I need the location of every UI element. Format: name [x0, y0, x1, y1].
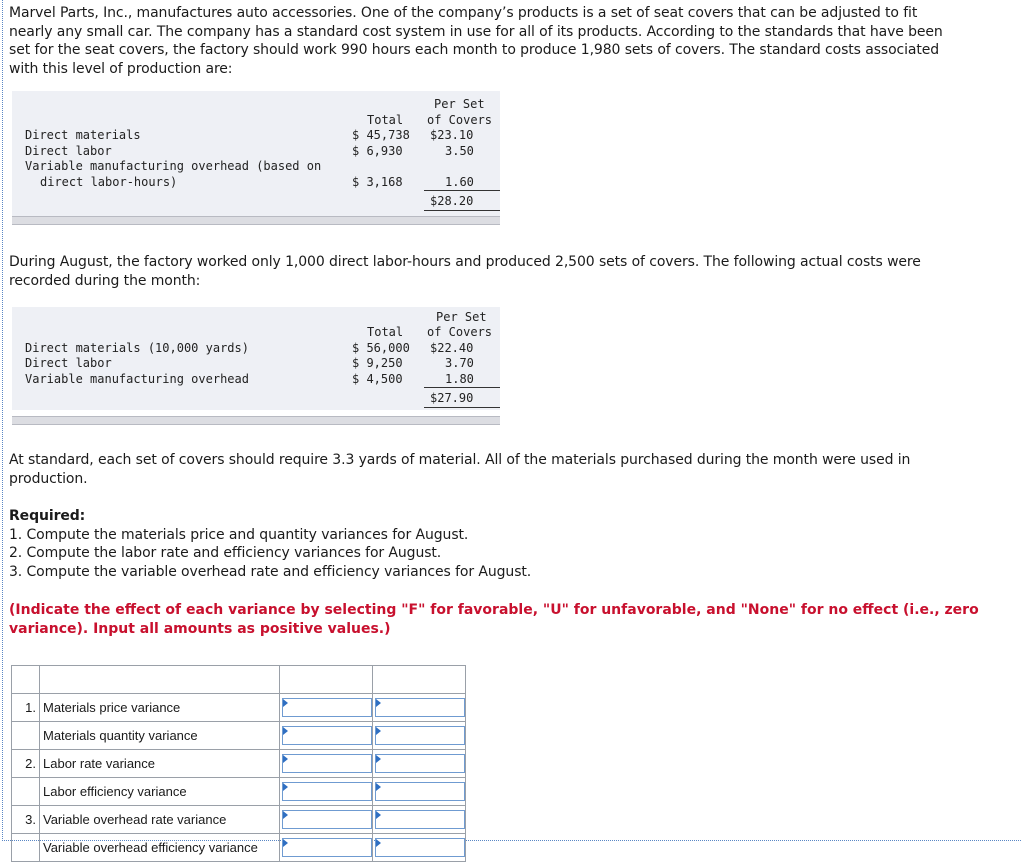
dropdown-marker-icon [376, 727, 381, 735]
dropdown-marker-icon [376, 755, 381, 763]
amount-input[interactable] [282, 726, 372, 745]
header-total: Total [367, 113, 404, 127]
dropdown-marker-icon [283, 783, 288, 791]
row-label: Direct labor [25, 144, 112, 158]
amount-input[interactable] [282, 698, 372, 717]
note-line: production. [9, 470, 88, 487]
row-label: Materials price variance [40, 694, 280, 722]
total-underline [424, 407, 500, 408]
dropdown-marker-icon [283, 811, 288, 819]
answer-table [11, 665, 466, 862]
per-set-total: $27.90 [430, 391, 474, 405]
row-label: Materials quantity variance [40, 722, 280, 750]
row-label: Variable overhead efficiency variance [40, 834, 280, 862]
row-label: Labor rate variance [40, 750, 280, 778]
dropdown-marker-icon [376, 811, 381, 819]
dropdown-marker-icon [283, 699, 288, 707]
answer-row [12, 834, 466, 862]
august-line: During August, the factory worked only 1,000 direct labor-hours and produced 2,500 sets of covers. The following actual costs were [9, 254, 921, 270]
row-per: $23.10 [430, 128, 474, 142]
table-footer-bar [12, 216, 500, 225]
actual-cost-table [12, 307, 500, 410]
required-item: 3. Compute the variable overhead rate and efficiency variances for August. [9, 563, 532, 580]
amount-input[interactable] [282, 754, 372, 773]
row-total: $ 56,000 [352, 341, 410, 355]
header-total: Total [367, 325, 404, 339]
header-cell [373, 666, 466, 694]
dropdown-marker-icon [283, 839, 288, 847]
answer-row [12, 806, 466, 834]
row-per: 1.80 [445, 372, 474, 386]
header-of-covers: of Covers [427, 325, 493, 339]
row-number [12, 722, 40, 750]
row-number: 1. [12, 694, 40, 722]
effect-select[interactable] [375, 726, 465, 745]
row-per: 1.60 [445, 175, 474, 189]
row-label: Variable manufacturing overhead (based on [25, 159, 322, 173]
effect-select[interactable] [375, 838, 465, 857]
row-total: $ 9,250 [352, 356, 403, 370]
august-paragraph [9, 253, 921, 290]
row-per: 3.70 [445, 356, 474, 370]
effect-select[interactable] [375, 782, 465, 801]
required-heading: Required: [9, 508, 86, 524]
intro-line: nearly any small car. The company has a standard cost system in use for all of its products. According to the standards that have been [9, 23, 943, 40]
intro-line: set for the seat covers, the factory should work 990 hours each month to produce 1,980 sets of covers. The standard costs associated [9, 42, 940, 58]
required-item: 2. Compute the labor rate and efficiency variances for August. [9, 545, 442, 561]
standard-note [9, 451, 910, 488]
header-cell [40, 666, 280, 694]
header-cell [12, 666, 40, 694]
row-number: 3. [12, 806, 40, 834]
total-underline [424, 210, 500, 211]
table-footer-bar [12, 416, 500, 425]
row-label: direct labor-hours) [40, 175, 178, 189]
row-total: $ 3,168 [352, 175, 403, 189]
instruction-line: variance). Input all amounts as positive values.) [9, 620, 391, 637]
subtotal-underline [424, 387, 500, 388]
amount-input[interactable] [282, 810, 372, 829]
instruction-line: (Indicate the effect of each variance by selecting "F" for favorable, "U" for unfavorable, and "None" for no effect (i.e., zero [9, 602, 979, 618]
dropdown-marker-icon [283, 755, 288, 763]
header-per-set: Per Set [436, 310, 487, 324]
required-item: 1. Compute the materials price and quantity variances for August. [9, 526, 469, 543]
amount-input[interactable] [282, 782, 372, 801]
intro-line: with this level of production are: [9, 60, 233, 77]
dropdown-marker-icon [376, 839, 381, 847]
per-set-total: $28.20 [430, 194, 474, 208]
standard-cost-table [12, 91, 500, 216]
row-label: Labor efficiency variance [40, 778, 280, 806]
instruction-text [9, 601, 979, 638]
amount-input[interactable] [282, 838, 372, 857]
header-of-covers: of Covers [427, 113, 493, 127]
intro-line: Marvel Parts, Inc., manufactures auto accessories. One of the company’s products is a set of seat covers that can be adjusted to fit [9, 5, 918, 21]
row-label: Direct materials [25, 128, 141, 142]
dropdown-marker-icon [283, 727, 288, 735]
dropdown-marker-icon [376, 783, 381, 791]
row-label: Direct materials (10,000 yards) [25, 341, 249, 355]
dropdown-marker-icon [376, 699, 381, 707]
effect-select[interactable] [375, 754, 465, 773]
required-section [9, 507, 531, 581]
row-total: $ 6,930 [352, 144, 403, 158]
row-total: $ 45,738 [352, 128, 410, 142]
row-total: $ 4,500 [352, 372, 403, 386]
row-label: Variable overhead rate variance [40, 806, 280, 834]
answer-row [12, 750, 466, 778]
header-cell [280, 666, 373, 694]
row-label: Variable manufacturing overhead [25, 372, 249, 386]
row-number: 2. [12, 750, 40, 778]
note-line: At standard, each set of covers should require 3.3 yards of material. All of the materials purchased during the month were used in [9, 452, 911, 468]
row-per: $22.40 [430, 341, 474, 355]
header-per-set: Per Set [434, 97, 485, 111]
row-per: 3.50 [445, 144, 474, 158]
subtotal-underline [424, 190, 500, 191]
row-number [12, 834, 40, 862]
august-line: recorded during the month: [9, 272, 201, 289]
answer-row [12, 694, 466, 722]
answer-header-row [12, 666, 466, 694]
effect-select[interactable] [375, 810, 465, 829]
answer-row [12, 778, 466, 806]
effect-select[interactable] [375, 698, 465, 717]
intro-paragraph [9, 4, 943, 78]
answer-row [12, 722, 466, 750]
row-number [12, 778, 40, 806]
row-label: Direct labor [25, 356, 112, 370]
